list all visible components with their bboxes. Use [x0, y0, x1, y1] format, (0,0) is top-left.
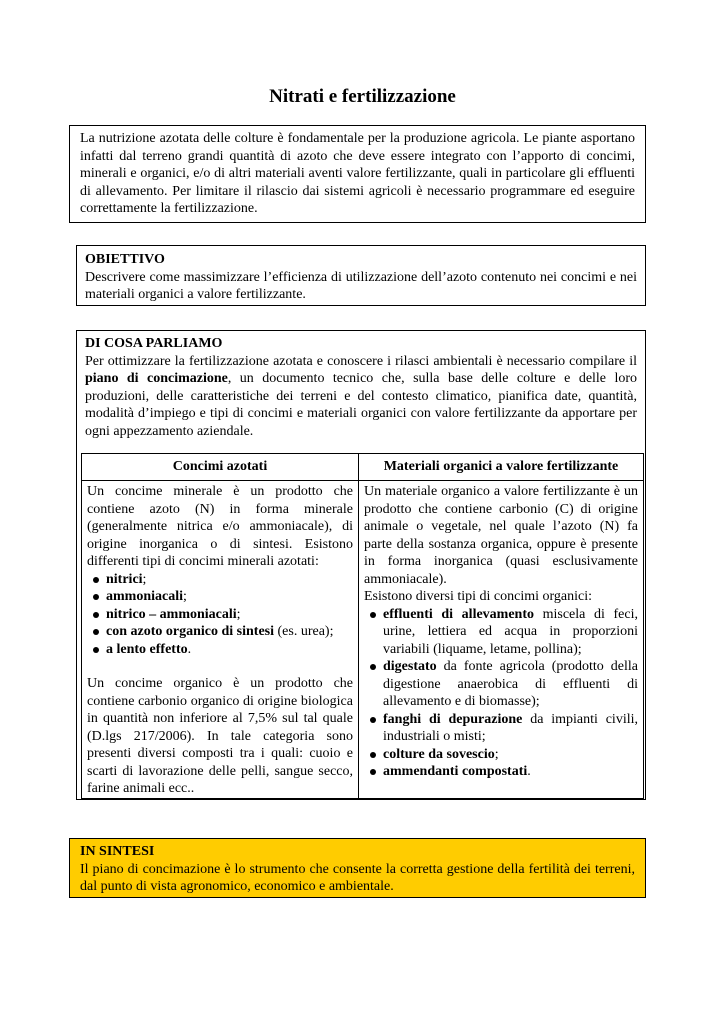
table-header-row — [82, 454, 644, 481]
topic-text-end: , un documento tecnico che, sulla base delle colture e delle loro produzioni, delle caratteristiche dei terreni e del contesto climatico, pianifica date, quantità, modalità d’impiego e tipi di concimi e materiali organici con valore fertilizzante da apportare per ogni appezzamento aziendale. — [85, 371, 638, 439]
objective-heading: OBIETTIVO — [85, 252, 165, 267]
list-item: a lento effetto. — [106, 641, 353, 659]
table-header-nitrogen-fertilizers: Concimi azotati — [82, 454, 359, 481]
summary-text: Il piano di concimazione è lo strumento che consente la corretta gestione della fertilità dei terreni, dal punto di vista agronomico, economico e ambientale. — [80, 861, 635, 894]
list-item: nitrici; — [106, 571, 353, 589]
summary-heading: IN SINTESI — [80, 844, 155, 859]
objective-box — [76, 245, 646, 306]
list-item: con azoto organico di sintesi (es. urea); — [106, 623, 353, 641]
organic-fertilizer-text: Un concime organico è un prodotto che contiene carbonio organico di origine biologica in quantità non inferiore al 7,5% sul tal quale (D.lgs 217/2006). In tale categoria sono presenti diversi composti tra i quali: cuoio e scarti di lavorazione delle pelli, sangue secco, farine animali ecc.. — [87, 676, 353, 796]
mineral-fertilizer-text: Un concime minerale è un prodotto che contiene azoto (N) in forma minerale (generalmente nitrica e/o ammoniacale), di origine inorganica o di sintesi. Esistono differenti tipi di concimi minerali azotati: — [87, 484, 353, 569]
list-item: digestato da fonte agricola (prodotto della digestione anaerobica di effluenti di allevamento e di biomasse); — [383, 659, 638, 709]
intro-text: La nutrizione azotata delle colture è fondamentale per la produzione agricola. Le piante asportano infatti dal terreno grandi quantità di azoto che deve essere integrato con l’apporto di concimi, minerali e organici, e/o di altri materiali aventi valore fertilizzante, quali in particolare gli effluenti di allevamento. Per limitare il rilascio dai sistemi agricoli è necessario programmare ed eseguire correttamente la fertilizzazione. — [80, 131, 635, 216]
topic-text-start: Per ottimizzare la fertilizzazione azotata e conoscere i rilasci ambientali è necessario compilare il — [85, 353, 637, 369]
comparison-table — [81, 453, 644, 799]
list-item: ammendanti compostati. — [383, 763, 638, 781]
table-header-organic-materials: Materiali organici a valore fertilizzante — [359, 454, 644, 481]
organic-material-text: Un materiale organico a valore fertilizzante è un prodotto che contiene carbonio (C) di origine animale o vegetale, nel quale l’azoto (N) fa parte della sostanza organica, oppure è presente in forma inorganica (quasi esclusivamente ammoniacale). — [364, 484, 638, 587]
topic-heading: DI COSA PARLIAMO — [85, 336, 223, 351]
nitrogen-fertilizers-cell — [82, 481, 359, 799]
list-item: fanghi di depurazione da impianti civili, industriali o misti; — [383, 711, 638, 744]
list-item: effluenti di allevamento miscela di feci, urine, lettiera ed acqua in proporzioni variabili (liquame, letame, pollina); — [383, 606, 638, 657]
objective-text: Descrivere come massimizzare l’efficienza di utilizzazione dell’azoto contenuto nei concimi e nei materiali organici a valore fertilizzante. — [85, 269, 637, 302]
topic-text-highlight: piano di concimazione — [85, 371, 228, 386]
summary-box — [69, 838, 646, 898]
mineral-fertilizer-list — [87, 571, 353, 659]
list-item: nitrico – ammoniacali; — [106, 606, 353, 624]
list-item: ammoniacali; — [106, 588, 353, 606]
organic-material-list — [364, 606, 638, 781]
organic-types-intro: Esistono diversi tipi di concimi organici: — [364, 589, 592, 604]
topic-text — [85, 353, 637, 441]
table-row — [82, 481, 644, 799]
organic-materials-cell — [359, 481, 644, 799]
page-title: Nitrati e fertilizzazione — [269, 86, 456, 107]
list-item: colture da sovescio; — [383, 746, 638, 764]
intro-box — [69, 125, 646, 223]
